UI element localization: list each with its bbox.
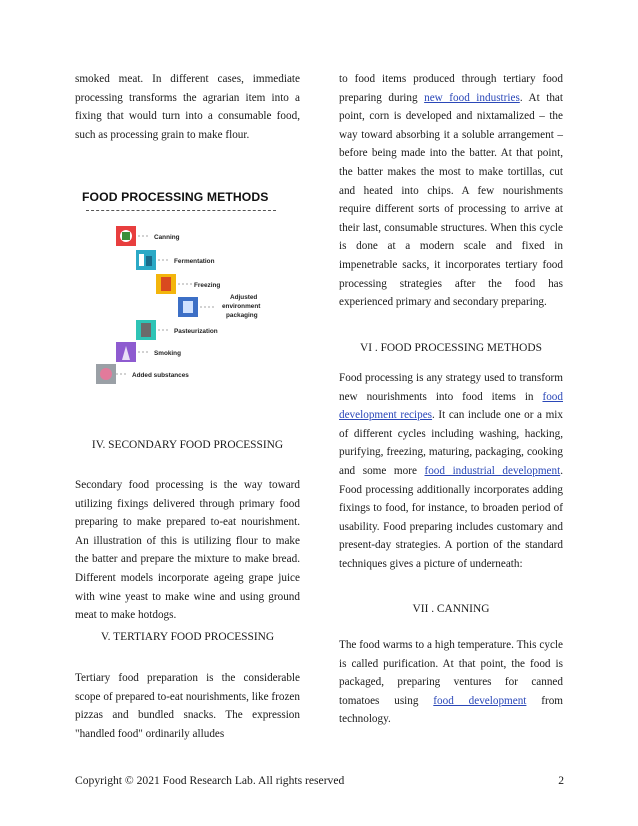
- heading-secondary-processing: IV. SECONDARY FOOD PROCESSING: [91, 439, 284, 451]
- heading-food-processing-methods: VI . FOOD PROCESSING METHODS: [360, 342, 542, 354]
- right-para-canning: The food warms to a high temperature. This cycle is called purification. At that point, the food is packaged, preparing ventures for canned tomatoes using food development from technology.: [339, 639, 563, 726]
- pasteurization-step: [136, 320, 156, 340]
- fermentation-step: [136, 250, 156, 270]
- left-para-1: smoked meat. In different cases, immediate processing transforms the agrarian item into a fixing that would turn into a consumable food, such as processing grain to make flour.: [75, 73, 300, 141]
- link-food-development[interactable]: food development: [433, 694, 527, 707]
- label-environment: environment: [222, 303, 261, 310]
- label-packaging: packaging: [226, 312, 258, 319]
- food-processing-methods-figure: [82, 190, 292, 390]
- label-canning: Canning: [154, 234, 180, 241]
- label-freezing: Freezing: [194, 282, 221, 289]
- left-para-secondary: Secondary food processing is the way toward utilizing fixings delivered through primary food preparing to make prepared to-eat nourishment. An illustration of this is utilizing flour to make the batter and prepare the mixture to make bread. Different models incorporate ageing grape juice with wine yeast to make wine and using ground meat to make hotdogs.: [75, 479, 300, 622]
- left-para-tertiary: Tertiary food preparation is the considerable scope of prepared to-eat nourishments, like frozen pizzas and bundled snacks. The expression "handled food" ordinarily alludes: [75, 672, 300, 740]
- figure-title: FOOD PROCESSING METHODS: [82, 190, 269, 204]
- label-smoking: Smoking: [154, 350, 181, 357]
- adjusted-environment-packaging-step: [178, 297, 198, 317]
- label-pasteurization: Pasteurization: [174, 328, 218, 335]
- copyright-text: Copyright © 2021 Food Research Lab. All rights reserved: [75, 774, 345, 787]
- heading-tertiary-processing: V. TERTIARY FOOD PROCESSING: [100, 631, 275, 643]
- label-fermentation: Fermentation: [174, 258, 215, 265]
- right-para-2: Food processing is any strategy used to transform new nourishments into food items in food development recipes. It can include one or a mix of different cycles including washing, hacking, purifying, freezing, maturing, packaging, cooking and some more food industrial development. Food processing additionally incorporates adding fixings to food, for instance, to broaden period of usability. Food preparing includes customary and present-day strategies. A portion of the standard techniques gives a picture of underneath:: [339, 372, 563, 570]
- methods-staircase: [82, 190, 292, 390]
- smoking-step: [116, 342, 136, 362]
- link-new-food-industries[interactable]: new food industries: [424, 91, 520, 104]
- page-number: 2: [558, 774, 564, 787]
- page-footer: [75, 774, 564, 787]
- heading-canning: VII . CANNING: [412, 603, 490, 615]
- right-para-1: to food items produced through tertiary food preparing during new food industries. At that point, corn is developed and nixtamalized – the way toward absorbing it a soluble arrangement – before being made into the batter. At that point, the batter makes the most to make tortillas, cut and heated into chips. A few nourishments require different sorts of processing to arrive at their last, consumable structures. When this cycle is done at a modern scale and fixed in impenetrable sacks, it incorporates tertiary food processing strategies after the food has experienced primary and secondary preparing.: [339, 73, 563, 309]
- label-adjusted: Adjusted: [230, 294, 258, 301]
- added-substances-step: [96, 364, 116, 384]
- canning-step: [116, 226, 136, 246]
- link-food-development-recipes[interactable]: food development recipes: [339, 390, 563, 422]
- freezing-step: [156, 274, 176, 294]
- link-food-industrial-development[interactable]: food industrial development: [424, 464, 561, 477]
- label-added-substances: Added substances: [132, 372, 189, 379]
